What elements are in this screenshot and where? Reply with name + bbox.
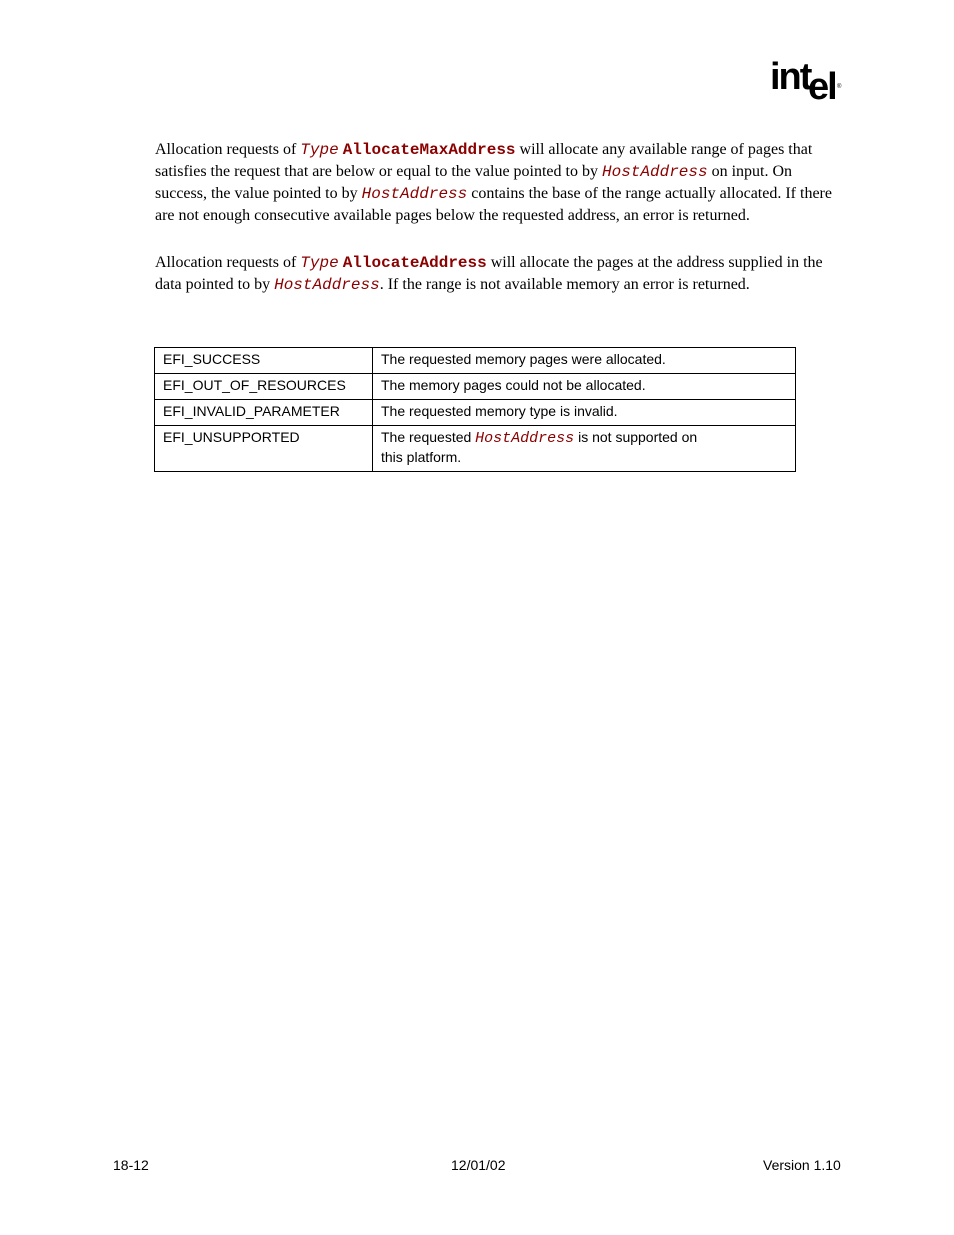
status-code-cell: EFI_INVALID_PARAMETER	[155, 400, 373, 426]
keyword-allocate-max-address: AllocateMaxAddress	[342, 141, 516, 159]
status-code-cell: EFI_SUCCESS	[155, 348, 373, 374]
footer-date: 12/01/02	[451, 1157, 506, 1173]
status-codes-table	[154, 347, 796, 472]
status-desc-cell	[373, 426, 796, 472]
text: will allocate the pages at the address supplied in the data pointed to by	[155, 254, 823, 293]
desc-text: this platform.	[381, 449, 462, 465]
table-row	[155, 374, 796, 400]
status-desc-cell: The memory pages could not be allocated.	[373, 374, 796, 400]
footer-page-number: 18-12	[113, 1157, 149, 1173]
status-desc-cell: The requested memory type is invalid.	[373, 400, 796, 426]
param-host-address: HostAddress	[475, 430, 575, 447]
param-type: Type	[300, 141, 339, 159]
param-host-address: HostAddress	[361, 185, 468, 203]
desc-text: is not supported on	[574, 429, 698, 445]
text: will allocate any available range of pages that satisfies the request that are below or equal to the value pointed to by	[155, 141, 813, 180]
status-desc-cell: The requested memory pages were allocated.	[373, 348, 796, 374]
text: . If the range is not available memory an error is returned.	[379, 276, 750, 293]
logo-text-int: int	[770, 56, 811, 98]
param-host-address: HostAddress	[601, 163, 708, 181]
paragraph-allocate-max-address	[155, 139, 845, 226]
status-code-cell: EFI_OUT_OF_RESOURCES	[155, 374, 373, 400]
desc-text: The requested	[381, 429, 476, 445]
status-code-cell: EFI_UNSUPPORTED	[155, 426, 373, 472]
table-row	[155, 348, 796, 374]
table-row	[155, 400, 796, 426]
logo-text-el: el	[808, 66, 836, 108]
paragraph-allocate-address	[155, 252, 845, 296]
text: on input. On success, the value pointed to by	[155, 163, 793, 202]
text: Allocation requests of	[155, 254, 301, 271]
logo-registered-mark: ®	[837, 84, 842, 90]
table-row	[155, 426, 796, 472]
footer-version: Version 1.10	[763, 1157, 841, 1173]
keyword-allocate-address: AllocateAddress	[342, 254, 487, 272]
param-type: Type	[300, 254, 339, 272]
intel-logo	[770, 56, 844, 108]
text: contains the base of the range actually allocated. If there are not enough consecutive available pages below the requested address, an error is returned.	[155, 185, 832, 224]
param-host-address: HostAddress	[274, 276, 380, 294]
text: Allocation requests of	[155, 141, 301, 158]
